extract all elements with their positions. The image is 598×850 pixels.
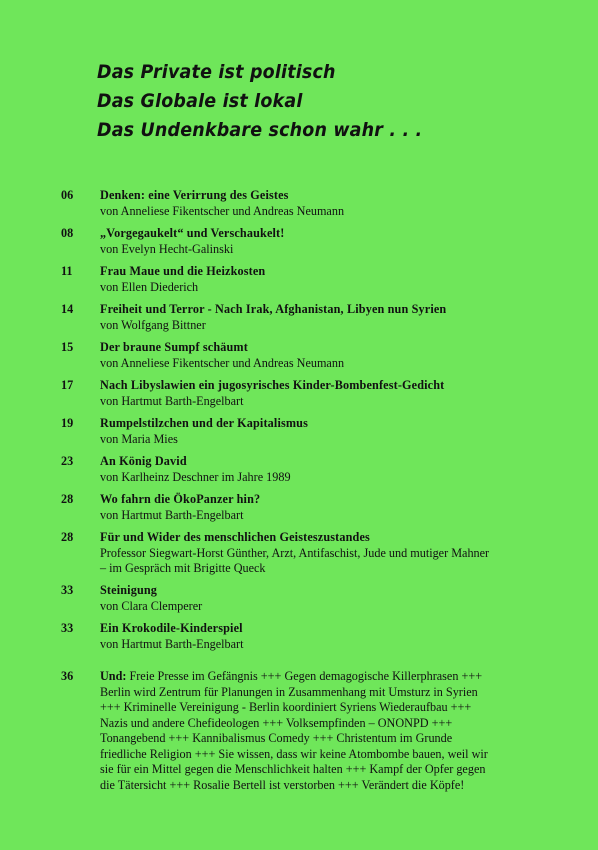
page-number: 14 (61, 302, 74, 316)
toc-entry (61, 583, 580, 614)
article-author: Professor Siegwart-Horst Günther, Arzt, Antifaschist, Jude und mutiger Mahner (100, 545, 490, 560)
und-line: Tonangebend +++ Kannibalismus Comedy +++ Christentum im Grunde (100, 731, 453, 745)
und-line: +++ Kriminelle Vereinigung - Berlin koordiniert Syriens Wiederaufbau +++ (100, 700, 472, 714)
toc-entry (61, 302, 580, 333)
article-author: von Hartmut Barth-Engelbart (100, 393, 244, 408)
page-number: 36 (61, 669, 74, 683)
article-author: von Anneliese Fikentscher und Andreas Neumann (100, 203, 345, 218)
und-line: die Tätersicht +++ Rosalie Bertell ist verstorben +++ Verändert die Köpfe! (100, 777, 465, 792)
article-title: Wo fahrn die ÖkoPanzer hin? (100, 492, 261, 506)
article-title: Für und Wider des menschlichen Geisteszustandes (100, 530, 370, 544)
article-title: „Vorgegaukelt“ und Verschaukelt! (100, 226, 285, 240)
article-title: An König David (100, 454, 187, 468)
slogan-line: Das Undenkbare schon wahr . . . (97, 119, 423, 141)
article-author: von Clara Clemperer (100, 598, 203, 613)
article-title: Denken: eine Verirrung des Geistes (100, 188, 289, 202)
und-line: Berlin wird Zentrum für Planungen in Zusammenhang mit Umsturz in Syrien (100, 684, 478, 699)
article-title: Nach Libyslawien ein jugosyrisches Kinder-Bombenfest-Gedicht (100, 378, 445, 392)
article-title: Der braune Sumpf schäumt (100, 340, 248, 354)
und-text: Freie Presse im Gefängnis +++ Gegen demagogische Killerphrasen +++ (126, 669, 483, 683)
article-author: von Ellen Diederich (100, 279, 199, 294)
article-author: von Hartmut Barth-Engelbart (100, 507, 244, 522)
article-author: – im Gespräch mit Brigitte Queck (100, 561, 266, 575)
page-number: 15 (61, 340, 74, 354)
page-number: 28 (61, 530, 74, 544)
article-title: Frau Maue und die Heizkosten (100, 264, 266, 278)
page-number: 06 (61, 188, 74, 202)
article-title: Rumpelstilzchen und der Kapitalismus (100, 416, 308, 430)
und-line (100, 669, 580, 685)
article-author: von Wolfgang Bittner (100, 317, 206, 332)
toc-entry (61, 188, 580, 219)
toc-entry (61, 264, 580, 295)
article-author: von Evelyn Hecht-Galinski (100, 241, 234, 256)
toc-entry (61, 454, 580, 485)
slogan-line: Das Globale ist lokal (97, 90, 303, 112)
toc-entry (61, 378, 580, 409)
toc-entry (61, 416, 580, 447)
und-line: sie für ein Mittel gegen die Menschlichkeit halten +++ Kampf der Opfer gegen (100, 762, 486, 776)
page-number: 11 (61, 264, 73, 278)
page-number: 23 (61, 454, 74, 468)
article-title: Ein Krokodile-Kinderspiel (100, 621, 243, 635)
und-line: Nazis und andere Chefideologen +++ Volksempfinden – ONONPD +++ (100, 715, 453, 730)
article-author: von Hartmut Barth-Engelbart (100, 636, 244, 651)
toc-entry (61, 492, 580, 523)
page-number: 17 (61, 378, 74, 392)
toc-entry (61, 530, 580, 577)
slogan-line: Das Private ist politisch (97, 61, 336, 83)
page-number: 19 (61, 416, 74, 430)
article-title: Freiheit und Terror - Nach Irak, Afghanistan, Libyen nun Syrien (100, 302, 447, 316)
article-author: von Maria Mies (100, 431, 178, 446)
article-author: von Anneliese Fikentscher und Andreas Neumann (100, 355, 345, 370)
toc-entry (61, 621, 580, 652)
und-line: friedliche Religion +++ Sie wissen, dass wir keine Atombombe bauen, weil wir (100, 746, 488, 761)
page-number: 28 (61, 492, 74, 506)
article-author: von Karlheinz Deschner im Jahre 1989 (100, 469, 291, 484)
toc-entry (61, 340, 580, 371)
und-entry (61, 669, 580, 793)
page-number: 33 (61, 583, 74, 597)
page-number: 08 (61, 226, 74, 240)
article-title: Steinigung (100, 583, 158, 597)
header-slogans (97, 58, 422, 145)
und-label: Und: (100, 669, 127, 683)
toc-entry (61, 226, 580, 257)
page-number: 33 (61, 621, 74, 635)
